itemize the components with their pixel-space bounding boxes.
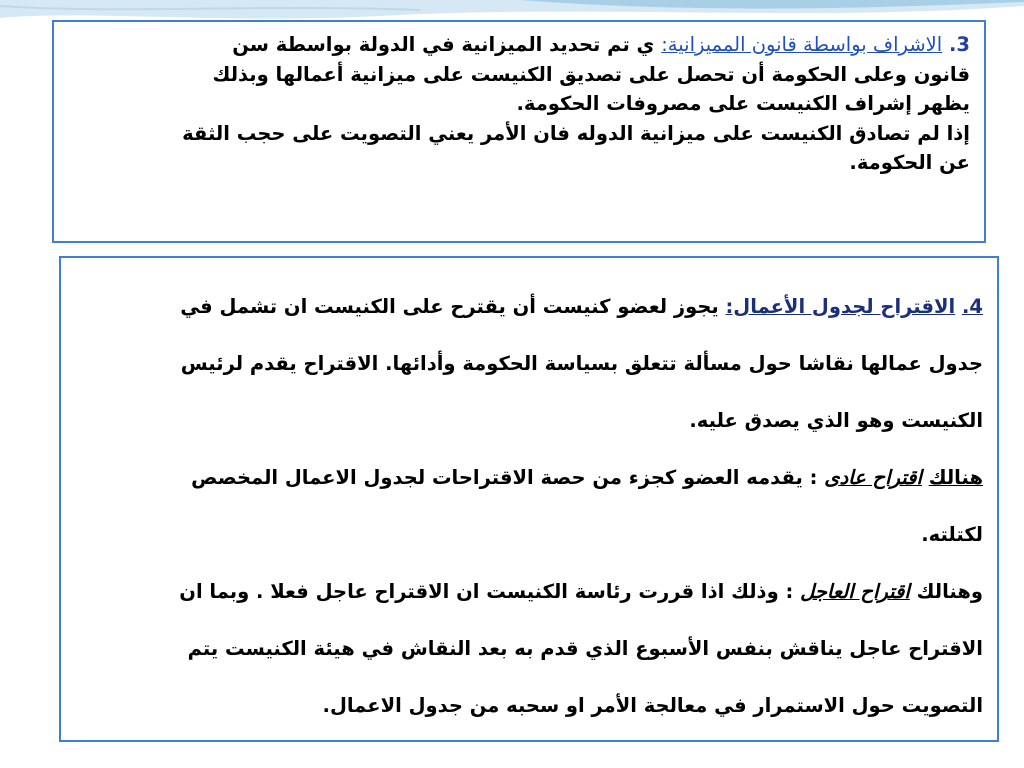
ordinary-prefix: هنالك (928, 466, 983, 489)
section-4-line-1: يجوز لعضو كنيست أن يقترح على الكنيست ان تشمل في (180, 295, 719, 318)
section-4-line-8: التصويت حول الاستمرار في معالجة الأمر او سحبه من جدول الاعمال. (322, 694, 983, 717)
urgent-proposal-term: اقتراح العاجل (800, 580, 910, 603)
section-3-line-3: يظهر إشراف الكنيست على مصروفات الحكومة. (516, 92, 970, 115)
section-4-number: 4. (962, 295, 983, 318)
section-3-paragraph (68, 30, 970, 178)
urgent-proposal-text: : وذلك اذا قررت رئاسة الكنيست ان الاقتراح عاجل فعلا . وبما ان (179, 580, 794, 603)
section-4-box (59, 256, 999, 742)
section-3-line-2: قانون وعلى الحكومة أن تحصل على تصديق الكنيست على ميزانية أعمالها وبذلك (212, 62, 970, 86)
ordinary-proposal-term: اقتراح عادى (824, 466, 922, 489)
section-3-box (52, 20, 986, 243)
section-3-line-5: عن الحكومة. (849, 151, 970, 174)
section-3-title: الاشراف بواسطة قانون المميزانية: (661, 33, 943, 56)
ordinary-proposal-text: : يقدمه العضو كجزء من حصة الاقتراحات لجدول الاعمال المخصص (191, 466, 818, 489)
section-3-line-1: ي تم تحديد الميزانية في الدولة بواسطة سن (232, 33, 655, 56)
section-4-line-7: الاقتراح عاجل يناقش بنفس الأسبوع الذي قدم به بعد النقاش في هيئة الكنيست يتم (187, 637, 983, 660)
section-4-paragraph (75, 278, 983, 734)
urgent-prefix: وهنالك (916, 580, 983, 603)
section-3-number: 3. (949, 33, 970, 56)
section-3-line-4: إذا لم تصادق الكنيست على ميزانية الدوله فان الأمر يعني التصويت على حجب الثقة (182, 121, 970, 145)
section-4-line-2: جدول عمالها نقاشا حول مسألة تتعلق بسياسة الحكومة وأدائها. الاقتراح يقدم لرئيس (180, 352, 983, 375)
section-4-line-3: الكنيست وهو الذي يصدق عليه. (689, 409, 983, 432)
section-4-title: الاقتراح لجدول الأعمال: (725, 295, 956, 318)
section-4-line-5: لكتلته. (921, 523, 983, 546)
